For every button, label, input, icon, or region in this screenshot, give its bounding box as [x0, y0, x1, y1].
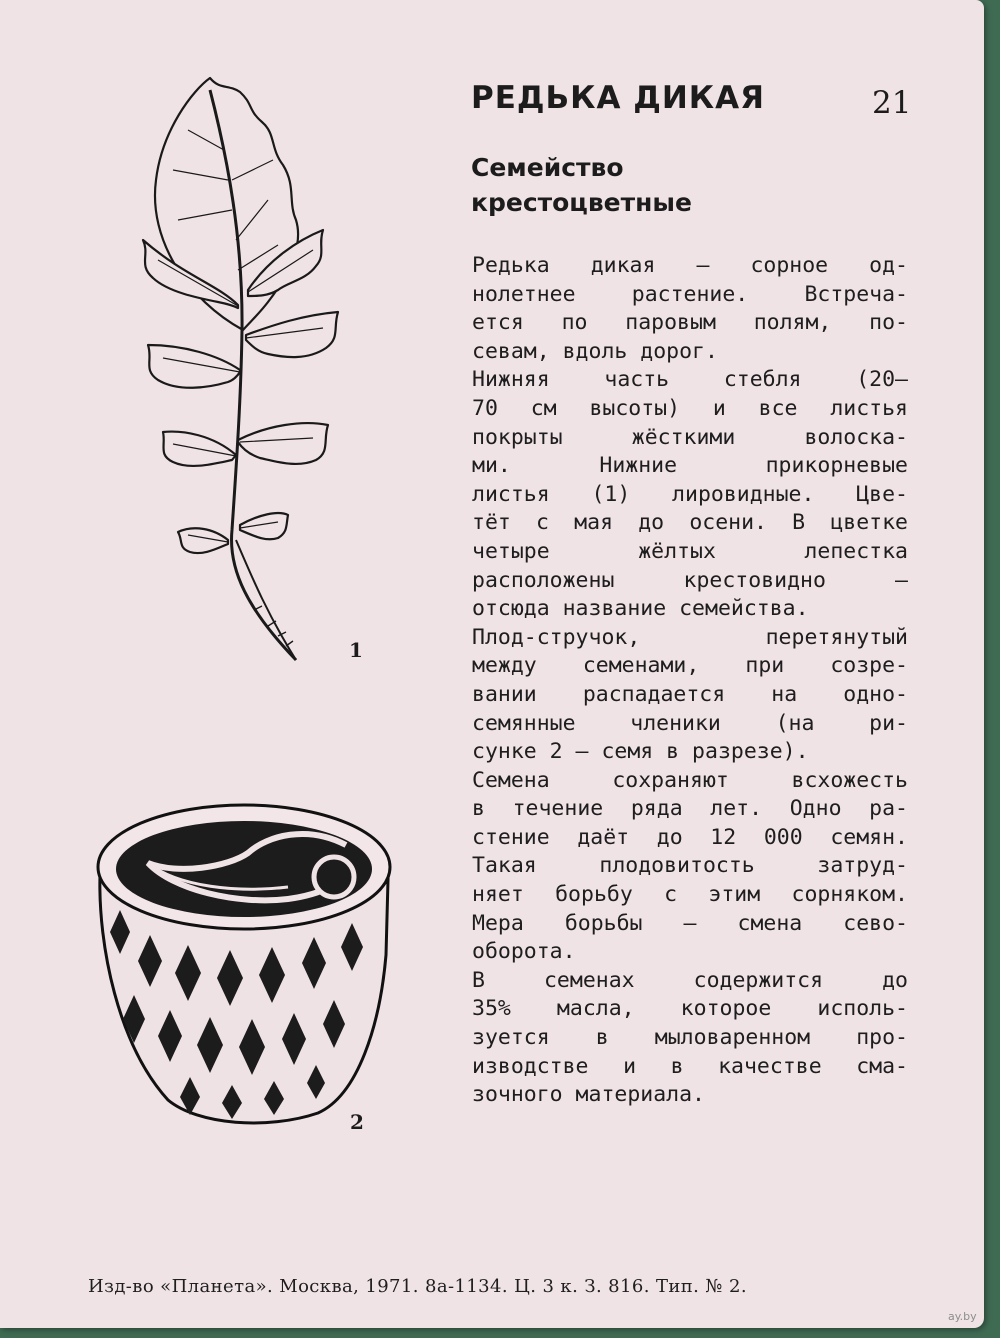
leaf-illustration [128, 70, 368, 670]
watermark: ay.by [948, 1310, 977, 1323]
text-line: 35% масла, которое исполь- [472, 996, 908, 1022]
family-heading [471, 150, 692, 220]
text-line: Нижняя часть стебля (20— [472, 367, 908, 393]
text-line: В семенах содержится до [472, 967, 908, 993]
text-line: в течение ряда лет. Одно ра- [472, 796, 908, 822]
text-line: расположены крестовидно — [472, 567, 908, 593]
text-line: ми. Нижние прикорневые [472, 453, 908, 479]
text-line: Плод-стручок, перетянутый [472, 624, 908, 650]
publisher-imprint: Изд-во «Планета». Москва, 1971. 8а-1134. Ц. 3 к. З. 816. Тип. № 2. [88, 1276, 747, 1297]
text-line: Такая плодовитость затруд- [472, 853, 908, 879]
text-line: ется по паровым полям, по- [472, 310, 908, 336]
figure-label-2: 2 [350, 1110, 364, 1134]
plant-title: РЕДЬКА ДИКАЯ [471, 80, 766, 116]
text-line: севам, вдоль дорог. [472, 338, 718, 364]
text-line: Мера борьбы — смена сево- [472, 910, 908, 936]
text-line: зуется в мыловаренном про- [472, 1025, 908, 1051]
text-line: нолетнее растение. Встреча- [472, 281, 908, 307]
text-line: сунке 2 — семя в разрезе). [472, 739, 809, 765]
description-text [472, 252, 908, 1110]
figure-label-1: 1 [349, 638, 363, 662]
text-line: отсюда название семейства. [472, 596, 809, 622]
text-line: зочного материала. [472, 1082, 705, 1108]
text-line: покрыты жёсткими волоска- [472, 424, 908, 450]
text-line: изводстве и в качестве сма- [472, 1053, 908, 1079]
family-line-2: крестоцветные [471, 188, 692, 217]
text-line: тёт с мая до осени. В цветке [472, 510, 908, 536]
text-line: листья (1) лировидные. Цве- [472, 481, 908, 507]
text-line: четыре жёлтых лепестка [472, 538, 908, 564]
text-line: 70 см высоты) и все листья [472, 395, 908, 421]
page-number: 21 [872, 85, 912, 121]
text-line: стение даёт до 12 000 семян. [472, 824, 908, 850]
family-line-1: Семейство [471, 153, 624, 182]
text-line: няет борьбу с этим сорняком. [472, 882, 908, 908]
text-line: Семена сохраняют всхожесть [472, 767, 908, 793]
seed-section-illustration [88, 795, 398, 1135]
text-line: между семенами, при созре- [472, 653, 908, 679]
text-line: семянные членики (на ри- [472, 710, 908, 736]
text-line: вании распадается на одно- [472, 681, 908, 707]
text-line: Редька дикая — сорное од- [472, 253, 908, 278]
text-line: оборота. [472, 939, 576, 965]
